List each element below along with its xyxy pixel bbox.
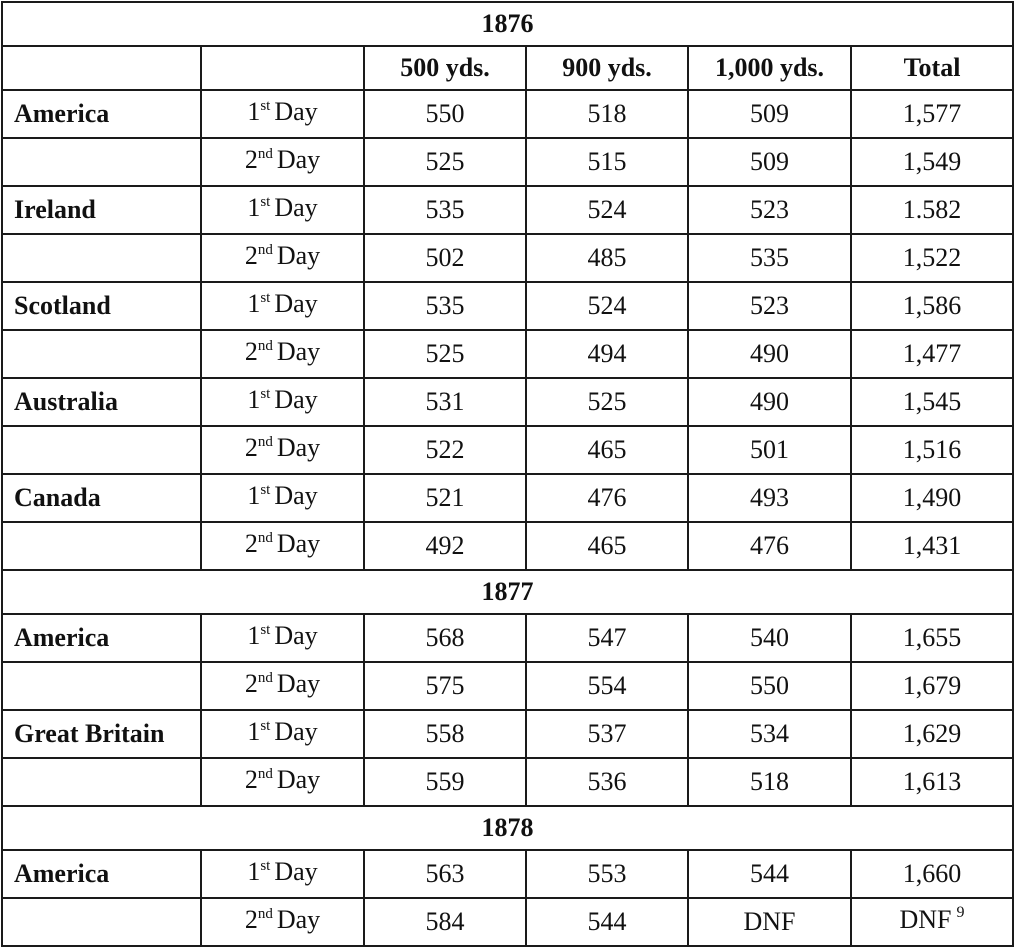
score-500-yds-cell: 502 — [364, 234, 526, 282]
total-column-header: Total — [851, 46, 1013, 90]
team-name-cell — [2, 758, 201, 806]
day-cell — [201, 186, 364, 234]
day-number: 2 — [244, 905, 258, 934]
table-row — [2, 426, 1013, 474]
score-500-yds-cell: 535 — [364, 186, 526, 234]
day-number: 1 — [247, 193, 261, 222]
day-cell — [201, 234, 364, 282]
day-ordinal-suffix: st — [260, 386, 271, 402]
day-label: Day — [276, 529, 321, 558]
day-label: Day — [274, 193, 318, 222]
score-500-yds-cell: 550 — [364, 90, 526, 138]
day-number: 1 — [247, 717, 261, 746]
day-label: Day — [276, 669, 321, 698]
score-900-yds-cell: 476 — [526, 474, 688, 522]
day-number: 1 — [247, 621, 261, 650]
table-row — [2, 474, 1013, 522]
day-ordinal-suffix: st — [260, 482, 271, 498]
day-cell — [201, 662, 364, 710]
total-value: 1,490 — [902, 483, 962, 512]
day-label: Day — [276, 241, 321, 270]
score-1000-yds-cell: 509 — [688, 90, 851, 138]
team-name-cell — [2, 234, 201, 282]
team-name-cell — [2, 522, 201, 570]
total-score-cell — [851, 662, 1013, 710]
yds-500-column-header: 500 yds. — [364, 46, 526, 90]
day-number: 2 — [244, 241, 258, 270]
day-label: Day — [274, 481, 318, 510]
total-score-cell — [851, 898, 1013, 946]
year-heading: 1876 — [2, 2, 1013, 46]
day-label: Day — [274, 385, 318, 414]
total-value: DNF — [899, 905, 952, 934]
score-1000-yds-cell: 534 — [688, 710, 851, 758]
day-column-header — [201, 46, 364, 90]
total-score-cell — [851, 186, 1013, 234]
year-row — [2, 570, 1013, 614]
score-1000-yds-cell: 535 — [688, 234, 851, 282]
table-row — [2, 90, 1013, 138]
score-900-yds-cell: 544 — [526, 898, 688, 946]
total-value: 1,655 — [902, 623, 962, 652]
score-500-yds-cell: 558 — [364, 710, 526, 758]
score-500-yds-cell: 521 — [364, 474, 526, 522]
total-score-cell — [851, 90, 1013, 138]
total-score-cell — [851, 426, 1013, 474]
day-number: 1 — [247, 385, 261, 414]
table-row — [2, 898, 1013, 946]
score-900-yds-cell: 515 — [526, 138, 688, 186]
score-900-yds-cell: 547 — [526, 614, 688, 662]
score-900-yds-cell: 465 — [526, 426, 688, 474]
day-cell — [201, 426, 364, 474]
table-row — [2, 710, 1013, 758]
score-1000-yds-cell: 544 — [688, 850, 851, 898]
day-ordinal-suffix: nd — [257, 338, 273, 354]
table-row — [2, 234, 1013, 282]
day-ordinal-suffix: st — [260, 718, 271, 734]
day-number: 2 — [244, 529, 258, 558]
total-value: 1,660 — [902, 859, 962, 888]
score-500-yds-cell: 563 — [364, 850, 526, 898]
match-scores-table — [1, 1, 1014, 947]
day-ordinal-suffix: st — [260, 290, 271, 306]
score-500-yds-cell: 584 — [364, 898, 526, 946]
score-900-yds-cell: 553 — [526, 850, 688, 898]
total-value: 1,522 — [902, 243, 962, 272]
yds-1000-column-header: 1,000 yds. — [688, 46, 851, 90]
day-cell — [201, 850, 364, 898]
day-ordinal-suffix: nd — [257, 766, 273, 782]
day-label: Day — [274, 717, 318, 746]
day-cell — [201, 898, 364, 946]
score-900-yds-cell: 537 — [526, 710, 688, 758]
team-name-cell — [2, 426, 201, 474]
year-row — [2, 2, 1013, 46]
total-value: 1,516 — [902, 435, 962, 464]
day-cell — [201, 282, 364, 330]
day-label: Day — [276, 765, 321, 794]
total-score-cell — [851, 138, 1013, 186]
table-row — [2, 186, 1013, 234]
score-500-yds-cell: 531 — [364, 378, 526, 426]
day-number: 2 — [244, 669, 258, 698]
score-500-yds-cell: 492 — [364, 522, 526, 570]
team-name-cell: Australia — [2, 378, 201, 426]
year-heading: 1877 — [2, 570, 1013, 614]
day-ordinal-suffix: nd — [257, 530, 273, 546]
day-number: 2 — [244, 337, 258, 366]
total-value: 1,613 — [902, 767, 962, 796]
team-name-cell: Ireland — [2, 186, 201, 234]
team-name-cell — [2, 898, 201, 946]
day-number: 2 — [244, 145, 258, 174]
score-500-yds-cell: 522 — [364, 426, 526, 474]
table-row — [2, 138, 1013, 186]
total-value: 1,545 — [902, 387, 962, 416]
score-900-yds-cell: 485 — [526, 234, 688, 282]
day-cell — [201, 758, 364, 806]
day-label: Day — [276, 337, 321, 366]
score-1000-yds-cell: 490 — [688, 330, 851, 378]
day-cell — [201, 522, 364, 570]
total-value: 1,549 — [902, 147, 962, 176]
column-header-row — [2, 46, 1013, 90]
total-score-cell — [851, 234, 1013, 282]
score-1000-yds-cell: 550 — [688, 662, 851, 710]
total-score-cell — [851, 614, 1013, 662]
score-500-yds-cell: 575 — [364, 662, 526, 710]
total-score-cell — [851, 378, 1013, 426]
day-cell — [201, 614, 364, 662]
total-value: 1,586 — [902, 291, 962, 320]
day-number: 1 — [247, 481, 261, 510]
table-row — [2, 758, 1013, 806]
team-name-cell: America — [2, 850, 201, 898]
total-value: 1,577 — [902, 99, 962, 128]
total-value: 1,431 — [902, 531, 962, 560]
score-1000-yds-cell: 490 — [688, 378, 851, 426]
score-1000-yds-cell: 493 — [688, 474, 851, 522]
day-ordinal-suffix: st — [260, 858, 271, 874]
score-500-yds-cell: 525 — [364, 330, 526, 378]
table-row — [2, 662, 1013, 710]
year-heading: 1878 — [2, 806, 1013, 850]
day-label: Day — [274, 621, 318, 650]
day-cell — [201, 378, 364, 426]
team-name-cell: Scotland — [2, 282, 201, 330]
team-name-cell — [2, 662, 201, 710]
score-900-yds-cell: 494 — [526, 330, 688, 378]
score-900-yds-cell: 518 — [526, 90, 688, 138]
total-score-cell — [851, 522, 1013, 570]
table-row — [2, 330, 1013, 378]
score-1000-yds-cell: DNF — [688, 898, 851, 946]
day-number: 2 — [244, 765, 258, 794]
year-row — [2, 806, 1013, 850]
day-label: Day — [274, 289, 318, 318]
day-number: 1 — [247, 97, 261, 126]
table-row — [2, 378, 1013, 426]
score-1000-yds-cell: 523 — [688, 282, 851, 330]
score-500-yds-cell: 525 — [364, 138, 526, 186]
total-score-cell — [851, 474, 1013, 522]
day-ordinal-suffix: st — [260, 194, 271, 210]
table-row — [2, 282, 1013, 330]
team-name-cell: America — [2, 614, 201, 662]
yds-900-column-header: 900 yds. — [526, 46, 688, 90]
score-900-yds-cell: 536 — [526, 758, 688, 806]
score-1000-yds-cell: 540 — [688, 614, 851, 662]
score-900-yds-cell: 524 — [526, 186, 688, 234]
day-cell — [201, 330, 364, 378]
team-column-header — [2, 46, 201, 90]
team-name-cell — [2, 138, 201, 186]
day-label: Day — [274, 857, 318, 886]
day-number: 1 — [247, 289, 261, 318]
table-row — [2, 614, 1013, 662]
score-900-yds-cell: 554 — [526, 662, 688, 710]
day-label: Day — [274, 97, 318, 126]
day-label: Day — [276, 145, 321, 174]
team-name-cell: Great Britain — [2, 710, 201, 758]
score-500-yds-cell: 568 — [364, 614, 526, 662]
day-ordinal-suffix: nd — [257, 146, 273, 162]
score-1000-yds-cell: 476 — [688, 522, 851, 570]
table-row — [2, 850, 1013, 898]
footnote-marker: 9 — [956, 904, 965, 921]
team-name-cell — [2, 330, 201, 378]
score-1000-yds-cell: 518 — [688, 758, 851, 806]
total-value: 1.582 — [902, 195, 962, 224]
day-ordinal-suffix: st — [260, 98, 271, 114]
score-900-yds-cell: 525 — [526, 378, 688, 426]
day-number: 2 — [244, 433, 258, 462]
score-900-yds-cell: 465 — [526, 522, 688, 570]
day-label: Day — [276, 433, 321, 462]
day-ordinal-suffix: nd — [257, 434, 273, 450]
score-1000-yds-cell: 523 — [688, 186, 851, 234]
day-label: Day — [276, 905, 321, 934]
day-cell — [201, 474, 364, 522]
day-ordinal-suffix: st — [260, 622, 271, 638]
total-value: 1,679 — [902, 671, 962, 700]
total-score-cell — [851, 282, 1013, 330]
day-number: 1 — [247, 857, 261, 886]
day-ordinal-suffix: nd — [257, 906, 273, 922]
score-500-yds-cell: 559 — [364, 758, 526, 806]
total-score-cell — [851, 710, 1013, 758]
score-900-yds-cell: 524 — [526, 282, 688, 330]
score-500-yds-cell: 535 — [364, 282, 526, 330]
score-1000-yds-cell: 509 — [688, 138, 851, 186]
score-1000-yds-cell: 501 — [688, 426, 851, 474]
team-name-cell: Canada — [2, 474, 201, 522]
total-score-cell — [851, 850, 1013, 898]
total-value: 1,477 — [902, 339, 962, 368]
day-cell — [201, 710, 364, 758]
total-value: 1,629 — [902, 719, 962, 748]
total-score-cell — [851, 330, 1013, 378]
table-row — [2, 522, 1013, 570]
total-score-cell — [851, 758, 1013, 806]
day-ordinal-suffix: nd — [257, 670, 273, 686]
day-cell — [201, 90, 364, 138]
day-ordinal-suffix: nd — [257, 242, 273, 258]
day-cell — [201, 138, 364, 186]
team-name-cell: America — [2, 90, 201, 138]
